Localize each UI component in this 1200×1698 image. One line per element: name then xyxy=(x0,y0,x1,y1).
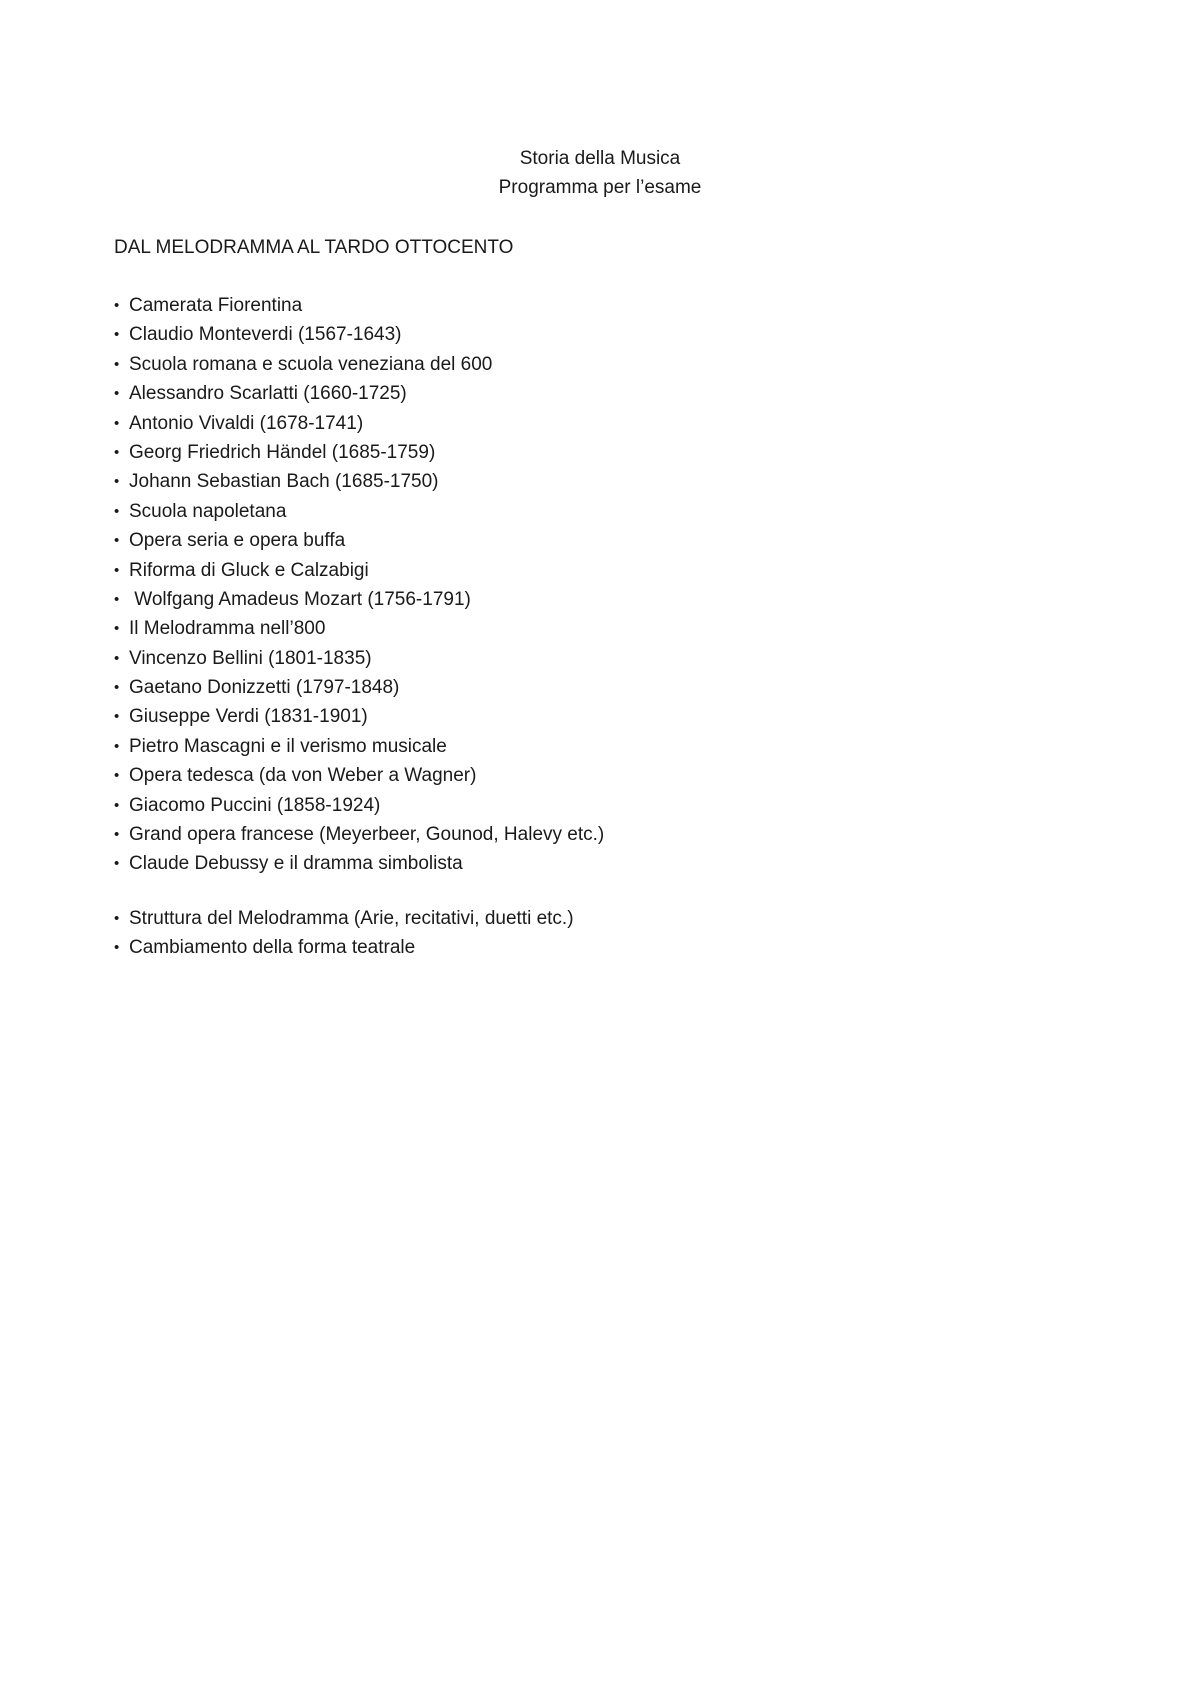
list-item xyxy=(114,849,604,878)
list-item-text: Antonio Vivaldi (1678-1741) xyxy=(129,412,364,434)
list-item xyxy=(114,379,604,408)
list-item-text: Pietro Mascagni e il verismo musicale xyxy=(129,735,447,757)
list-item-text: Claudio Monteverdi (1567-1643) xyxy=(129,324,402,346)
bullet-icon: • xyxy=(114,910,120,927)
section-heading: DAL MELODRAMMA AL TARDO OTTOCENTO xyxy=(114,237,514,258)
list-item xyxy=(114,497,604,526)
list-item xyxy=(114,526,604,555)
bullet-icon: • xyxy=(114,855,120,873)
list-item xyxy=(114,791,604,820)
list-item xyxy=(114,614,604,643)
bullet-icon: • xyxy=(114,443,120,461)
list-item-text: Cambiamento della forma teatrale xyxy=(129,937,416,959)
list-item-text: Vincenzo Bellini (1801-1835) xyxy=(129,647,372,669)
list-item-text: Claude Debussy e il dramma simbolista xyxy=(129,853,463,875)
list-item-text: Scuola romana e scuola veneziana del 600 xyxy=(129,353,493,375)
bullet-icon: • xyxy=(114,532,120,550)
bullet-icon: • xyxy=(114,297,120,314)
list-item-text: Opera tedesca (da von Weber a Wagner) xyxy=(129,765,477,787)
bullet-icon: • xyxy=(114,649,120,667)
bullet-icon: • xyxy=(114,737,120,755)
document-title: Storia della Musica xyxy=(519,148,681,169)
bullet-icon: • xyxy=(114,355,120,373)
bullet-icon: • xyxy=(114,939,120,957)
bullet-icon: • xyxy=(114,620,120,638)
list-item xyxy=(114,820,604,849)
bullet-icon: • xyxy=(114,679,120,697)
list-item xyxy=(114,933,574,962)
list-item xyxy=(114,556,604,585)
list-item-text: Giacomo Puccini (1858-1924) xyxy=(129,794,381,816)
list-item-text: Grand opera francese (Meyerbeer, Gounod, Halevy etc.) xyxy=(129,824,605,846)
bullet-icon: • xyxy=(114,796,120,814)
list-item xyxy=(114,761,604,790)
bullet-icon: • xyxy=(114,326,120,344)
document-subtitle: Programma per l’esame xyxy=(498,177,702,198)
list-item-text: Giuseppe Verdi (1831-1901) xyxy=(129,706,368,728)
list-item xyxy=(114,585,604,614)
list-item-text: Camerata Fiorentina xyxy=(129,295,303,316)
bullet-icon: • xyxy=(114,502,120,520)
list-item-text: Wolfgang Amadeus Mozart (1756-1791) xyxy=(129,588,471,610)
list-item xyxy=(114,409,604,438)
list-item xyxy=(114,291,604,320)
list-item-text: Opera seria e opera buffa xyxy=(129,530,346,552)
list-item xyxy=(114,320,604,349)
bullet-icon: • xyxy=(114,590,120,608)
list-item-text: Georg Friedrich Händel (1685-1759) xyxy=(129,441,436,463)
list-item-text: Struttura del Melodramma (Arie, recitativi, duetti etc.) xyxy=(129,908,574,929)
list-item xyxy=(114,438,604,467)
list-item xyxy=(114,904,574,933)
title-block xyxy=(0,144,1200,202)
bullet-icon: • xyxy=(114,708,120,726)
list-item xyxy=(114,350,604,379)
list-item xyxy=(114,644,604,673)
topic-list xyxy=(114,291,604,879)
list-item-text: Scuola napoletana xyxy=(129,500,287,522)
bullet-icon: • xyxy=(114,767,120,785)
list-item-text: Il Melodramma nell’800 xyxy=(129,618,326,640)
list-item-text: Riforma di Gluck e Calzabigi xyxy=(129,559,369,581)
list-item-text: Johann Sebastian Bach (1685-1750) xyxy=(129,471,439,493)
list-item xyxy=(114,732,604,761)
extra-topic-list xyxy=(114,904,574,963)
list-item xyxy=(114,702,604,731)
bullet-icon: • xyxy=(114,561,120,579)
list-item-text: Alessandro Scarlatti (1660-1725) xyxy=(129,383,407,405)
bullet-icon: • xyxy=(114,385,120,403)
bullet-icon: • xyxy=(114,826,120,844)
list-item xyxy=(114,467,604,496)
list-item xyxy=(114,673,604,702)
bullet-icon: • xyxy=(114,414,120,432)
bullet-icon: • xyxy=(114,473,120,491)
list-item-text: Gaetano Donizzetti (1797-1848) xyxy=(129,677,400,699)
